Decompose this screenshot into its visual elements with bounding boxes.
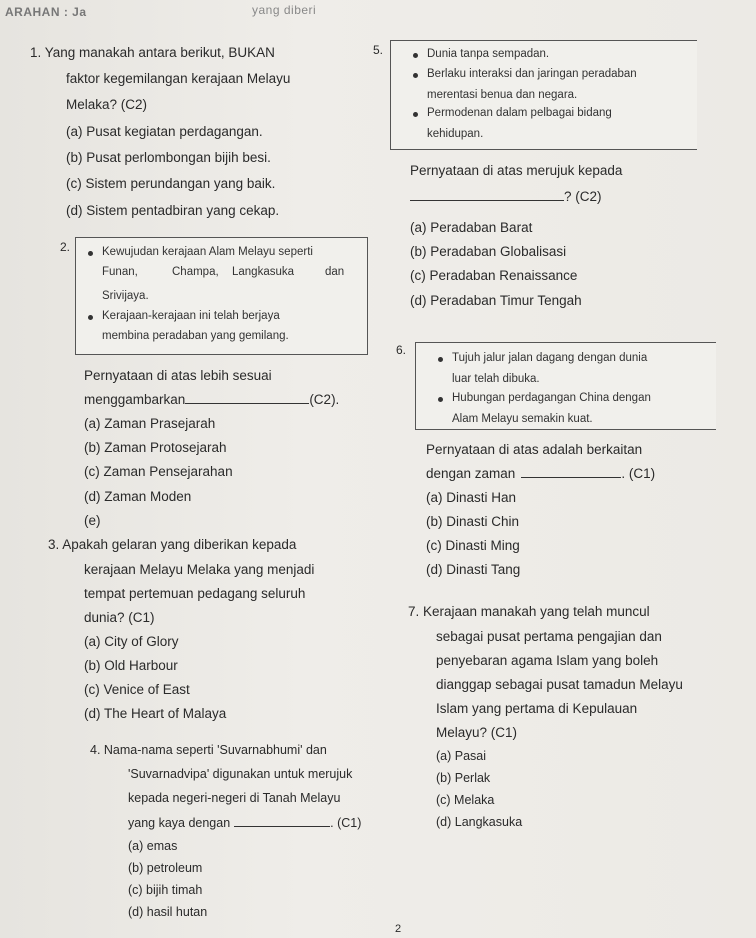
q6-box-text: luar telah dibuka. [452,373,540,385]
q2-option-b[interactable]: (b) Zaman Protosejarah [84,440,227,455]
q5-box-text: Permodenan dalam pelbagai bidang [427,107,612,119]
q7-option-a[interactable]: (a) Pasai [436,749,487,763]
bullet-icon [438,357,443,362]
q5-stem-code: ? (C2) [564,189,602,204]
q6-answer-blank[interactable] [521,465,621,478]
q5-stem-line2 [410,188,602,205]
bullet-icon [413,53,418,58]
q2-box-text: Langkasuka [232,266,295,278]
q2-box-text: Kerajaan-kerajaan ini telah berjaya [102,310,280,322]
q6-stem-code: . (C1) [621,466,656,481]
q3-option-c[interactable]: (c) Venice of East [84,682,190,697]
q1-stem-line3: Melaka? (C2) [66,97,148,112]
q6-box-text: Tujuh jalur jalan dagang dengan dunia [452,352,648,364]
q4-stem-text: yang kaya dengan [128,816,231,830]
bullet-icon [413,112,418,117]
q2-stem-code: (C2). [309,392,340,407]
q6-stem-text: dengan zaman [426,466,516,481]
q2-box-text: dan [325,266,345,278]
bullet-icon [88,315,93,320]
instruction-header-end: yang diberi [252,3,317,17]
q2-box-text: Funan, [102,266,138,278]
q2-answer-blank[interactable] [185,391,309,404]
q6-option-b[interactable]: (b) Dinasti Chin [426,514,520,529]
q5-option-c[interactable]: (c) Peradaban Renaissance [410,268,578,283]
q2-option-c[interactable]: (c) Zaman Pensejarahan [84,464,233,479]
q6-stem-line1: Pernyataan di atas adalah berkaitan [426,442,643,457]
q1-option-d[interactable]: (d) Sistem pentadbiran yang cekap. [66,203,280,218]
q4-stem-line2: 'Suvarnadvipa' digunakan untuk merujuk [128,767,353,781]
bullet-icon [438,397,443,402]
q5-number: 5. [373,43,384,57]
q3-stem-line3: tempat pertemuan pedagang seluruh [84,586,306,601]
q1-stem-line2: faktor kegemilangan kerajaan Melayu [66,71,291,86]
q4-stem-code: . (C1) [330,816,362,830]
q5-box-text: merentasi benua dan negara. [427,89,578,101]
q6-number: 6. [396,343,407,357]
q4-option-b[interactable]: (b) petroleum [128,861,203,875]
q3-option-d[interactable]: (d) The Heart of Malaya [84,706,227,721]
q1-stem-line1: 1. Yang manakah antara berikut, BUKAN [30,45,275,60]
q5-box-text: kehidupan. [427,128,484,140]
q5-statement-box [390,40,697,150]
q1-option-b[interactable]: (b) Pusat perlombongan bijih besi. [66,150,271,165]
q1-option-a[interactable]: (a) Pusat kegiatan perdagangan. [66,124,263,139]
q3-option-a[interactable]: (a) City of Glory [84,634,179,649]
q5-answer-blank[interactable] [410,188,564,201]
q5-option-d[interactable]: (d) Peradaban Timur Tengah [410,293,582,308]
q3-stem-line4: dunia? (C1) [84,610,155,625]
q7-stem-line6: Melayu? (C1) [436,725,518,740]
page-number: 2 [395,923,402,935]
q2-stem-line1: Pernyataan di atas lebih sesuai [84,368,272,383]
q4-answer-blank[interactable] [234,814,330,827]
q4-stem-line1: 4. Nama-nama seperti 'Suvarnabhumi' dan [90,743,327,757]
q1-option-c[interactable]: (c) Sistem perundangan yang baik. [66,176,276,191]
q7-stem-line3: penyebaran agama Islam yang boleh [436,653,659,668]
q2-box-text: Srivijaya. [102,290,149,302]
q2-box-text: Champa, [172,266,219,278]
bullet-icon [413,73,418,78]
q4-stem-line3: kepada negeri-negeri di Tanah Melayu [128,791,341,805]
q2-stem-text: menggambarkan [84,392,186,407]
q2-option-e[interactable]: (e) [84,513,101,528]
q5-option-a[interactable]: (a) Peradaban Barat [410,220,533,235]
q5-stem-line1: Pernyataan di atas merujuk kepada [410,163,623,178]
q4-option-d[interactable]: (d) hasil hutan [128,905,208,919]
q6-option-d[interactable]: (d) Dinasti Tang [426,562,521,577]
q4-option-a[interactable]: (a) emas [128,839,178,853]
q5-box-text: Dunia tanpa sempadan. [427,48,550,60]
q7-option-b[interactable]: (b) Perlak [436,771,491,785]
q7-stem-line5: Islam yang pertama di Kepulauan [436,701,638,716]
q3-stem-line2: kerajaan Melayu Melaka yang menjadi [84,562,315,577]
q4-option-c[interactable]: (c) bijih timah [128,883,203,897]
q2-option-a[interactable]: (a) Zaman Prasejarah [84,416,216,431]
q6-box-text: Alam Melayu semakin kuat. [452,413,593,425]
q2-option-d[interactable]: (d) Zaman Moden [84,489,192,504]
q7-stem-line2: sebagai pusat pertama pengajian dan [436,629,662,644]
q6-box-text: Hubungan perdagangan China dengan [452,392,651,404]
q2-box-text: Kewujudan kerajaan Alam Melayu seperti [102,246,313,258]
q7-option-c[interactable]: (c) Melaka [436,793,495,807]
bullet-icon [88,251,93,256]
q2-statement-box [75,237,368,355]
q5-box-text: Berlaku interaksi dan jaringan peradaban [427,68,637,80]
q6-option-c[interactable]: (c) Dinasti Ming [426,538,520,553]
q2-stem-line2 [84,391,339,408]
q7-stem-line1: 7. Kerajaan manakah yang telah muncul [408,604,650,619]
q7-option-d[interactable]: (d) Langkasuka [436,815,523,829]
q5-option-b[interactable]: (b) Peradaban Globalisasi [410,244,567,259]
q6-stem-line2 [426,465,655,482]
q6-option-a[interactable]: (a) Dinasti Han [426,490,517,505]
q3-option-b[interactable]: (b) Old Harbour [84,658,178,673]
q6-statement-box [415,342,716,430]
q2-number: 2. [60,240,71,254]
q2-box-text: membina peradaban yang gemilang. [102,330,289,342]
q3-stem-line1: 3. Apakah gelaran yang diberikan kepada [48,537,297,552]
q4-stem-line4 [128,814,361,832]
instruction-header: ARAHAN : Ja [5,5,87,19]
q7-stem-line4: dianggap sebagai pusat tamadun Melayu [436,677,683,692]
